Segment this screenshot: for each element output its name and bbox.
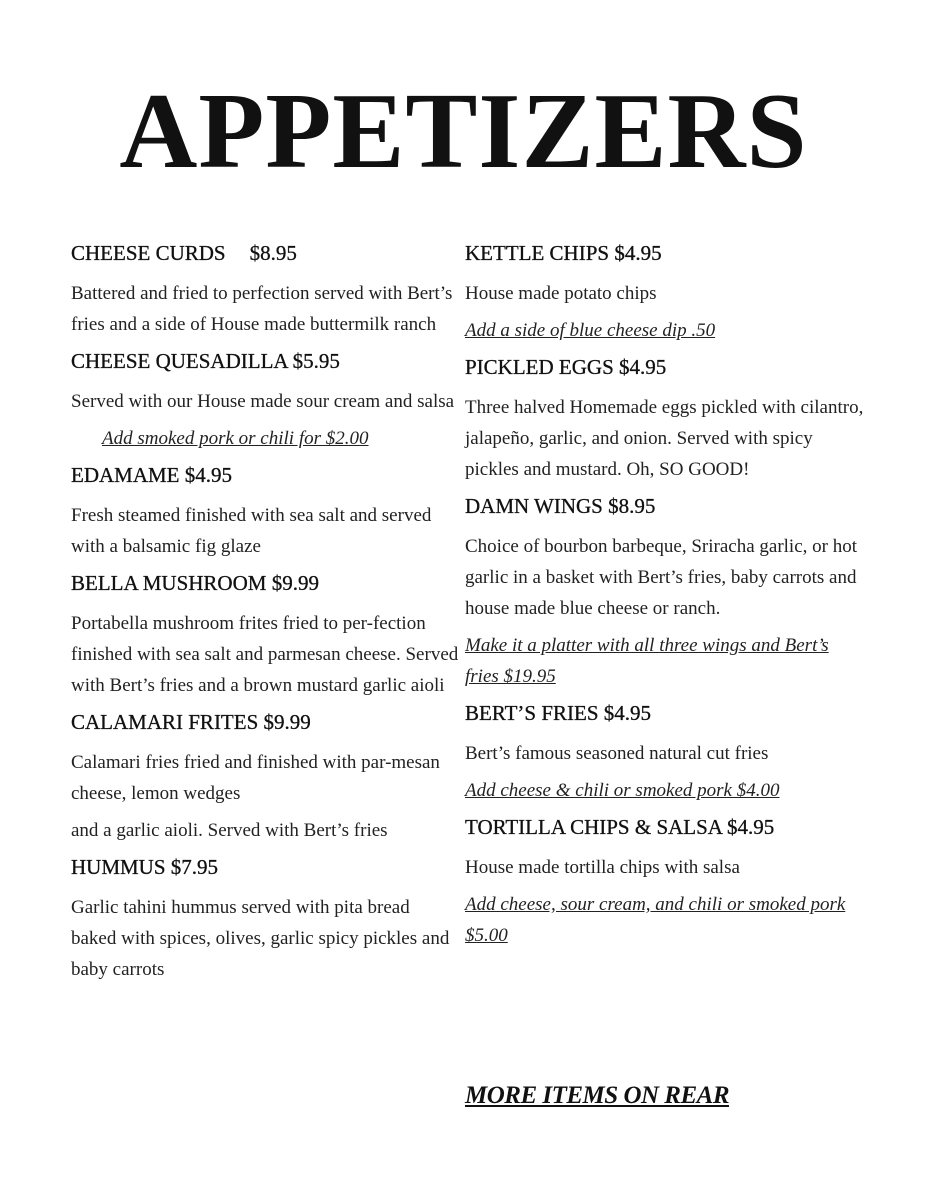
item-description: Battered and fried to perfection served with Bert’s fries and a side of House made buttermilk ranch	[71, 283, 453, 335]
item-name: TORTILLA CHIPS & SALSA $4.95	[465, 815, 775, 839]
item-description: House made tortilla chips with salsa	[465, 857, 740, 878]
item-description: Garlic tahini hummus served with pita bread baked with spices, olives, garlic spicy pickles and baby carrots	[71, 897, 450, 980]
item-name: PICKLED EGGS $4.95	[465, 355, 667, 379]
more-items-note: MORE ITEMS ON REAR	[465, 1082, 729, 1109]
item-addon: Add smoked pork or chili for $2.00	[102, 428, 369, 449]
item-description: Calamari fries fried and finished with par-mesan cheese, lemon wedges	[71, 752, 440, 804]
item-name: CALAMARI FRITES $9.99	[71, 710, 311, 734]
item-name: EDAMAME $4.95	[71, 463, 232, 487]
item-description: Portabella mushroom frites fried to per-fection finished with sea salt and parmesan cheese. Served with Bert’s fries and a brown mustard garlic aioli	[71, 613, 459, 696]
item-name: BERT’S FRIES $4.95	[465, 701, 652, 725]
right-column	[465, 238, 865, 957]
item-addon: Add a side of blue cheese dip .50	[465, 320, 716, 341]
left-column	[71, 238, 459, 991]
item-addon: Add cheese, sour cream, and chili or smoked pork $5.00	[465, 894, 846, 946]
item-description: House made potato chips	[465, 283, 657, 304]
item-description: Choice of bourbon barbeque, Sriracha garlic, or hot garlic in a basket with Bert’s fries, baby carrots and house made blue cheese or ranch.	[465, 536, 858, 619]
item-name: DAMN WINGS $8.95	[465, 494, 656, 518]
item-name: KETTLE CHIPS $4.95	[465, 241, 662, 265]
page-title: APPETIZERS	[119, 72, 808, 191]
item-name: HUMMUS $7.95	[71, 855, 219, 879]
item-name: CHEESE CURDS $8.95	[71, 241, 297, 265]
item-name: BELLA MUSHROOM $9.99	[71, 571, 319, 595]
item-description: Bert’s famous seasoned natural cut fries	[465, 743, 769, 764]
item-addon: Add cheese & chili or smoked pork $4.00	[465, 780, 780, 801]
item-description: Fresh steamed finished with sea salt and served with a balsamic fig glaze	[71, 505, 432, 557]
item-description: and a garlic aioli. Served with Bert’s fries	[71, 820, 388, 841]
item-name: CHEESE QUESADILLA $5.95	[71, 349, 340, 373]
item-description: Served with our House made sour cream and salsa	[71, 391, 455, 412]
item-addon: Make it a platter with all three wings and Bert’s fries $19.95	[465, 635, 829, 687]
item-description: Three halved Homemade eggs pickled with cilantro, jalapeño, garlic, and onion. Served with spicy pickles and mustard. Oh, SO GOOD!	[465, 397, 864, 480]
